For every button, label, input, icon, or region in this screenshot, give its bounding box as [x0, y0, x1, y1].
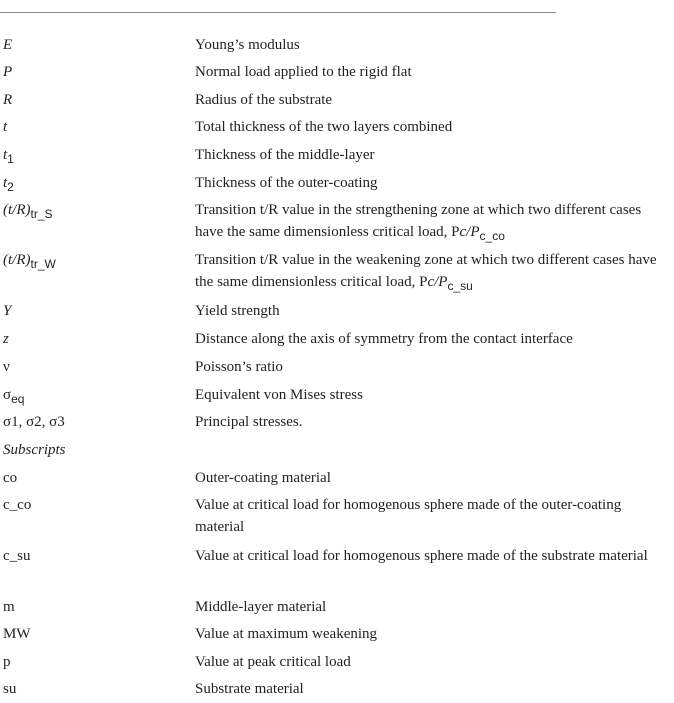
subscripts-heading: Subscripts — [3, 442, 66, 458]
description: Principal stresses. — [195, 414, 303, 430]
symbol: σ1, σ2, σ3 — [3, 414, 65, 430]
symbol: $\sigma_{eq}$ — [3, 387, 25, 407]
description: Value at critical load for homogenous sphere made of the substrate material — [195, 548, 648, 564]
symbol: c_co — [3, 497, 32, 513]
description: Poisson’s ratio — [195, 359, 283, 375]
description: Radius of the substrate — [195, 92, 333, 108]
description: Thickness of the outer-coating — [195, 175, 378, 191]
symbol: Y — [3, 303, 12, 319]
symbol: m — [3, 599, 15, 615]
description: Young’s modulus — [195, 37, 300, 53]
description: Substrate material — [195, 681, 304, 697]
description: Value at peak critical load — [195, 654, 351, 670]
symbol: z — [3, 331, 9, 347]
description: Value at critical load for homogenous sphere made of the outer-coating material — [195, 497, 622, 535]
symbol: su — [3, 681, 17, 697]
description: Value at maximum weakening — [195, 626, 378, 642]
description: Thickness of the middle-layer — [195, 147, 375, 163]
description: Normal load applied to the rigid flat — [195, 64, 412, 80]
symbol: $t_2$ — [3, 175, 14, 195]
description: Transition t/R value in the strengthening zone at which two different cases have the same dimensionless critical load, $Pc/P_{c\_co}$ — [195, 202, 642, 244]
description: Middle-layer material — [195, 599, 327, 615]
description: Total thickness of the two layers combined — [195, 119, 453, 135]
description: Transition t/R value in the weakening zone at which two different cases have the same dimensionless critical load, $Pc/P_{c\_su}$ — [195, 252, 657, 294]
symbol: t — [3, 119, 8, 135]
symbol: p — [3, 654, 11, 670]
symbol: $(t/R)_{tr\_S}$ — [3, 202, 53, 222]
symbol: P — [3, 64, 13, 80]
symbol: E — [3, 37, 13, 53]
description: Distance along the axis of symmetry from the contact interface — [195, 331, 573, 347]
symbol: co — [3, 470, 18, 486]
description: Yield strength — [195, 303, 280, 319]
symbol: ν — [3, 359, 10, 375]
symbol: c_su — [3, 548, 31, 564]
top-rule — [0, 12, 556, 13]
description: Equivalent von Mises stress — [195, 387, 363, 403]
symbol: R — [3, 92, 13, 108]
symbol: MW — [3, 626, 31, 642]
symbol: $t_1$ — [3, 147, 14, 167]
description: Outer-coating material — [195, 470, 331, 486]
symbol: $(t/R)_{tr\_W}$ — [3, 252, 56, 272]
